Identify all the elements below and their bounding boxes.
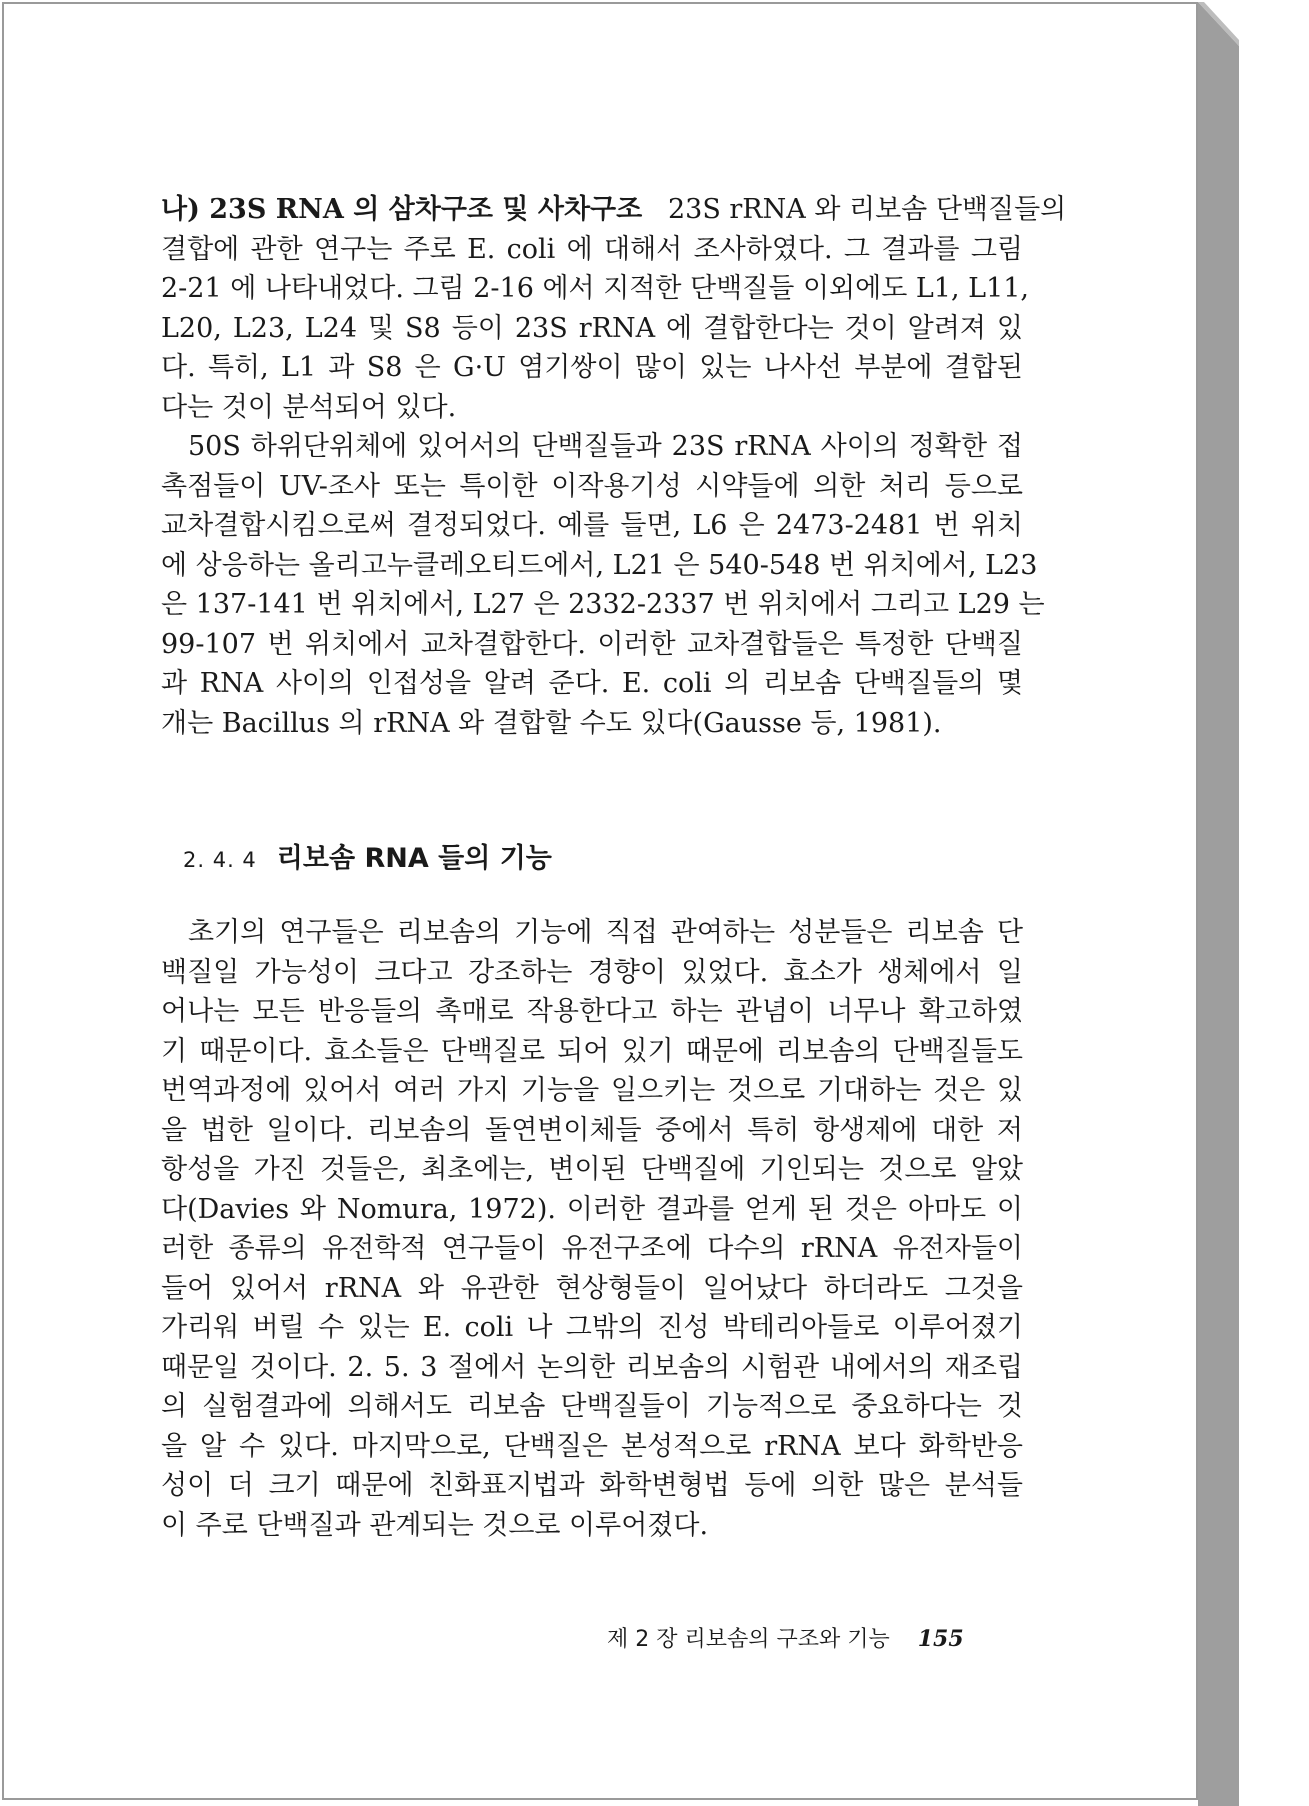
paragraph-tertiary-structure xyxy=(161,190,1067,427)
text-line: 개는 Bacillus 의 rRNA 와 결합할 수도 있다(Gausse 등, 1981). xyxy=(161,707,942,739)
paragraph-rrna-function xyxy=(161,913,1023,1545)
text-line: 결합에 관한 연구는 주로 E. coli 에 대해서 조사하였다. 그 결과를 그림 xyxy=(161,233,1023,265)
section-title: 리보솜 RNA 들의 기능 xyxy=(276,843,552,874)
text-line: 번역과정에 있어서 여러 가지 기능을 일으키는 것으로 기대하는 것은 있 xyxy=(161,1075,1023,1106)
text-line: 들어 있어서 rRNA 와 유관한 현상형들이 일어났다 하더라도 그것을 xyxy=(161,1272,1023,1304)
text-line: 이 주로 단백질과 관계되는 것으로 이루어졌다. xyxy=(161,1509,709,1541)
section-heading xyxy=(183,836,552,875)
text-line: 때문일 것이다. 2. 5. 3 절에서 논의한 리보솜의 시험관 내에서의 재조립 xyxy=(161,1351,1023,1383)
page-footer xyxy=(607,1622,964,1653)
subsection-label: 나) 23S RNA 의 삼차구조 및 사차구조 xyxy=(161,194,643,225)
text-line: 어나는 모든 반응들의 촉매로 작용한다고 하는 관념이 너무나 확고하였 xyxy=(161,996,1023,1027)
text-line: 초기의 연구들은 리보솜의 기능에 직접 관여하는 성분들은 리보솜 단 xyxy=(188,917,1023,948)
body-text-bottom xyxy=(161,913,1023,1545)
text-line: 러한 종류의 유전학적 연구들이 유전구조에 다수의 rRNA 유전자들이 xyxy=(161,1233,1023,1264)
text-line: 백질일 가능성이 크다고 강조하는 경향이 있었다. 효소가 생체에서 일 xyxy=(161,956,1023,988)
text-line: 을 알 수 있다. 마지막으로, 단백질은 본성적으로 rRNA 보다 화학반응 xyxy=(161,1430,1023,1462)
text-line: 교차결합시킴으로써 결정되었다. 예를 들면, L6 은 2473-2481 번 위치 xyxy=(161,510,1023,541)
text-line: 에 상응하는 올리고누클레오티드에서, L21 은 540-548 번 위치에서, L23 xyxy=(161,549,1038,581)
text-line: 과 RNA 사이의 인접성을 알려 준다. E. coli 의 리보솜 단백질들의 몇 xyxy=(161,668,1023,699)
text-line: 2-21 에 나타내었다. 그림 2-16 에서 지적한 단백질들 이외에도 L1, L11, xyxy=(161,273,1030,304)
text-line: 다(Davies 와 Nomura, 1972). 이러한 결과를 얻게 된 것은 아마도 이 xyxy=(161,1193,1023,1225)
running-footer-chapter: 제 2 장 리보솜의 구조와 기능 xyxy=(607,1627,890,1652)
text-fragment: 23S rRNA 와 리보솜 단백질들의 xyxy=(667,194,1067,225)
text-line: 기 때문이다. 효소들은 단백질로 되어 있기 때문에 리보솜의 단백질들도 xyxy=(161,1035,1023,1067)
paragraph-crosslinking xyxy=(161,427,1045,743)
text-line: 항성을 가진 것들은, 최초에는, 변이된 단백질에 기인되는 것으로 알았 xyxy=(161,1154,1023,1185)
text-line: 50S 하위단위체에 있어서의 단백질들과 23S rRNA 사이의 정확한 접 xyxy=(188,431,1023,462)
text-line: 촉점들이 UV-조사 또는 특이한 이작용기성 시약들에 의한 처리 등으로 xyxy=(161,470,1023,502)
text-line: 다는 것이 분석되어 있다. xyxy=(161,391,457,423)
text-line: 의 실험결과에 의해서도 리보솜 단백질들이 기능적으로 중요하다는 것 xyxy=(161,1391,1023,1422)
text-line: L20, L23, L24 및 S8 등이 23S rRNA 에 결합한다는 것이 알려져 있 xyxy=(161,312,1023,344)
page-number: 155 xyxy=(917,1626,964,1652)
text-line: 99-107 번 위치에서 교차결합한다. 이러한 교차결합들은 특정한 단백질 xyxy=(161,628,1023,660)
text-line: 가리워 버릴 수 있는 E. coli 나 그밖의 진성 박테리아들로 이루어졌기 xyxy=(161,1312,1023,1343)
text-line: 다. 특히, L1 과 S8 은 G·U 염기쌍이 많이 있는 나사선 부분에 결합된 xyxy=(161,352,1023,383)
text-line: 을 법한 일이다. 리보솜의 돌연변이체들 중에서 특히 항생제에 대한 저 xyxy=(161,1114,1023,1146)
section-number: 2. 4. 4 xyxy=(183,848,257,872)
body-text-top xyxy=(161,190,1067,743)
text-line xyxy=(161,190,1067,230)
text-line: 은 137-141 번 위치에서, L27 은 2332-2337 번 위치에서 그리고 L29 는 xyxy=(161,589,1045,620)
text-line: 성이 더 크기 때문에 친화표지법과 화학변형법 등에 의한 많은 분석들 xyxy=(161,1470,1023,1501)
